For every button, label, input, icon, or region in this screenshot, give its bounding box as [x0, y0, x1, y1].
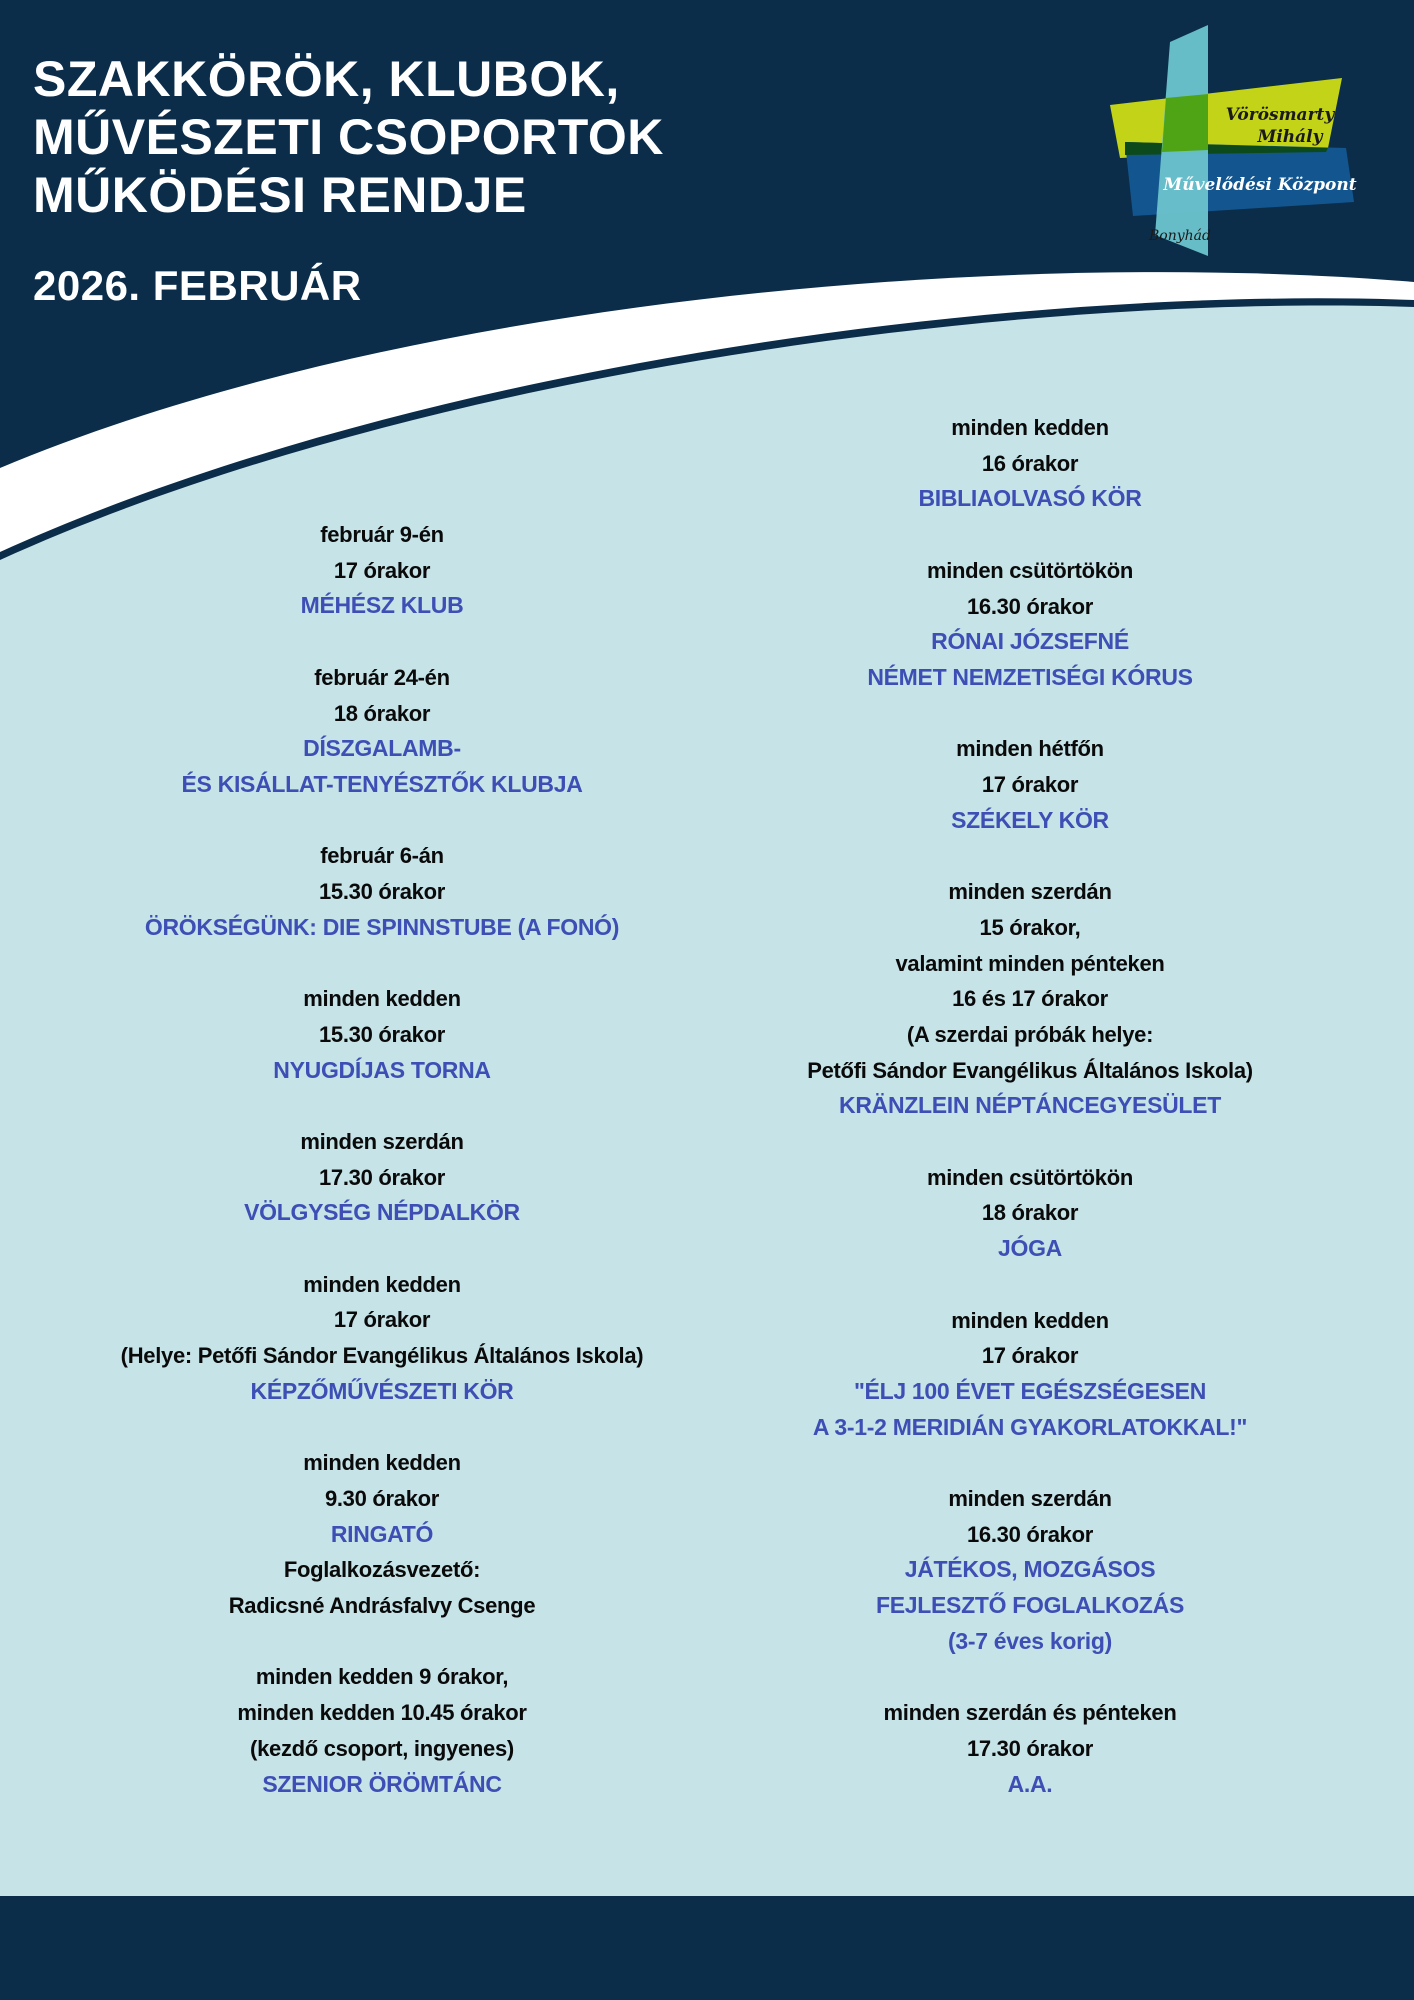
event-name: VÖLGYSÉG NÉPDALKÖR	[244, 1199, 520, 1226]
event-time-detail: (kezdő csoport, ingyenes)	[250, 1735, 514, 1761]
title-line: MŰVÉSZETI CSOPORTOK	[33, 109, 664, 165]
month-subtitle: 2026. FEBRUÁR	[33, 262, 362, 309]
svg-text:Vörösmarty: Vörösmarty	[1225, 105, 1335, 125]
event-name: A.A.	[1007, 1770, 1053, 1797]
svg-text:Művelődési Központ: Művelődési Központ	[1163, 175, 1357, 195]
event-name: RINGATÓ	[330, 1520, 434, 1547]
event-time-detail: minden szerdán és pénteken	[883, 1700, 1177, 1726]
event-time-detail: Petőfi Sándor Evangélikus Általános Iskola)	[807, 1057, 1253, 1083]
event-time-detail: minden kedden 9 órakor,	[255, 1664, 509, 1690]
event-time-detail: február 24-én	[314, 664, 450, 690]
event-name: NÉMET NEMZETISÉGI KÓRUS	[867, 663, 1193, 690]
schedule-entry	[680, 410, 1380, 517]
schedule-entry	[32, 1659, 732, 1802]
event-time-detail: minden csütörtökön	[926, 557, 1134, 583]
event-time-detail: minden kedden	[303, 1271, 461, 1297]
schedule-entry	[680, 731, 1380, 838]
event-time-detail: 15.30 órakor	[318, 1021, 446, 1047]
event-time-detail: (Helye: Petőfi Sándor Evangélikus Általános Iskola)	[120, 1343, 644, 1369]
schedule-entry	[680, 874, 1380, 1124]
schedule-entry	[680, 1303, 1380, 1446]
event-time-detail: minden szerdán	[948, 879, 1112, 905]
title-line: MŰKÖDÉSI RENDJE	[33, 167, 527, 223]
schedule-entry	[32, 660, 732, 803]
event-time-detail: február 9-én	[320, 522, 444, 547]
event-name: SZENIOR ÖRÖMTÁNC	[262, 1770, 502, 1797]
event-time-detail: 15 órakor,	[979, 914, 1081, 940]
page-title	[33, 50, 664, 224]
title-line: SZAKKÖRÖK, KLUBOK,	[33, 51, 620, 107]
schedule-entry	[680, 1481, 1380, 1660]
event-time-detail: minden kedden	[951, 415, 1109, 440]
svg-text:Mihály: Mihály	[1257, 127, 1323, 147]
event-time-detail: minden szerdán	[948, 1486, 1112, 1511]
event-name: ÖRÖKSÉGÜNK: DIE SPINNSTUBE (A FONÓ)	[144, 913, 620, 940]
event-time-detail: minden kedden	[303, 986, 461, 1012]
organization-logo	[1100, 20, 1400, 260]
event-name: DÍSZGALAMB-	[303, 735, 461, 762]
schedule-entry	[32, 517, 732, 624]
schedule-entry	[32, 1445, 732, 1624]
event-name: JÓGA	[998, 1235, 1062, 1262]
event-time-detail: 17 órakor	[333, 557, 431, 583]
event-time-detail: 18 órakor	[981, 1200, 1079, 1226]
schedule-entry	[680, 1695, 1380, 1802]
schedule-entry	[32, 1124, 732, 1231]
event-time-detail: minden kedden	[951, 1307, 1109, 1333]
event-time-detail: 17.30 órakor	[966, 1735, 1094, 1761]
event-name: KÉPZŐMŰVÉSZETI KÖR	[250, 1377, 514, 1404]
footer-band	[0, 1896, 1414, 2000]
event-time-detail: Foglalkozásvezető:	[283, 1557, 481, 1583]
event-name: A 3-1-2 MERIDIÁN GYAKORLATOKKAL!"	[812, 1413, 1248, 1440]
event-name: JÁTÉKOS, MOZGÁSOS	[904, 1556, 1156, 1583]
event-name: MÉHÉSZ KLUB	[300, 592, 464, 619]
event-time-detail: (A szerdai próbák helye:	[906, 1021, 1154, 1047]
event-time-detail: minden szerdán	[300, 1128, 464, 1154]
event-name: NYUGDÍJAS TORNA	[273, 1056, 491, 1083]
event-time-detail: minden hétfőn	[956, 736, 1104, 762]
svg-text:Bonyhád: Bonyhád	[1149, 228, 1211, 244]
event-name: RÓNAI JÓZSEFNÉ	[931, 628, 1129, 655]
event-name: BIBLIAOLVASÓ KÖR	[918, 485, 1142, 512]
event-name: "ÉLJ 100 ÉVET EGÉSZSÉGESEN	[853, 1377, 1207, 1404]
event-time-detail: 16.30 órakor	[966, 1521, 1094, 1547]
event-time-detail: minden csütörtökön	[926, 1164, 1134, 1190]
schedule-right-column	[680, 410, 1380, 1838]
schedule-left-column	[32, 517, 732, 1838]
event-name: ÉS KISÁLLAT-TENYÉSZTŐK KLUBJA	[181, 770, 583, 797]
event-name: SZÉKELY KÖR	[951, 806, 1109, 833]
event-time-detail: február 6-án	[320, 843, 444, 869]
schedule-entry	[32, 838, 732, 945]
event-name: (3-7 éves korig)	[948, 1627, 1112, 1654]
event-time-detail: 15.30 órakor	[318, 879, 446, 904]
event-name: KRÄNZLEIN NÉPTÁNCEGYESÜLET	[839, 1092, 1221, 1119]
event-name: FEJLESZTŐ FOGLALKOZÁS	[875, 1592, 1185, 1619]
schedule-entry	[32, 981, 732, 1088]
event-time-detail: 16 és 17 órakor	[952, 986, 1108, 1012]
event-time-detail: 17 órakor	[981, 1343, 1079, 1369]
event-time-detail: 18 órakor	[333, 700, 431, 726]
schedule-entry	[680, 1160, 1380, 1267]
event-time-detail: 9.30 órakor	[324, 1485, 440, 1511]
event-time-detail: 17 órakor	[333, 1307, 431, 1333]
event-time-detail: 17 órakor	[981, 772, 1079, 797]
event-time-detail: minden kedden	[303, 1450, 461, 1476]
event-time-detail: minden kedden 10.45 órakor	[237, 1700, 527, 1726]
event-time-detail: Radicsné Andrásfalvy Csenge	[228, 1593, 536, 1618]
schedule-entry	[680, 553, 1380, 696]
schedule-entry	[32, 1267, 732, 1410]
event-time-detail: 17.30 órakor	[318, 1164, 446, 1190]
event-time-detail: valamint minden pénteken	[895, 950, 1165, 976]
event-time-detail: 16 órakor	[981, 450, 1079, 476]
event-time-detail: 16.30 órakor	[966, 593, 1094, 619]
